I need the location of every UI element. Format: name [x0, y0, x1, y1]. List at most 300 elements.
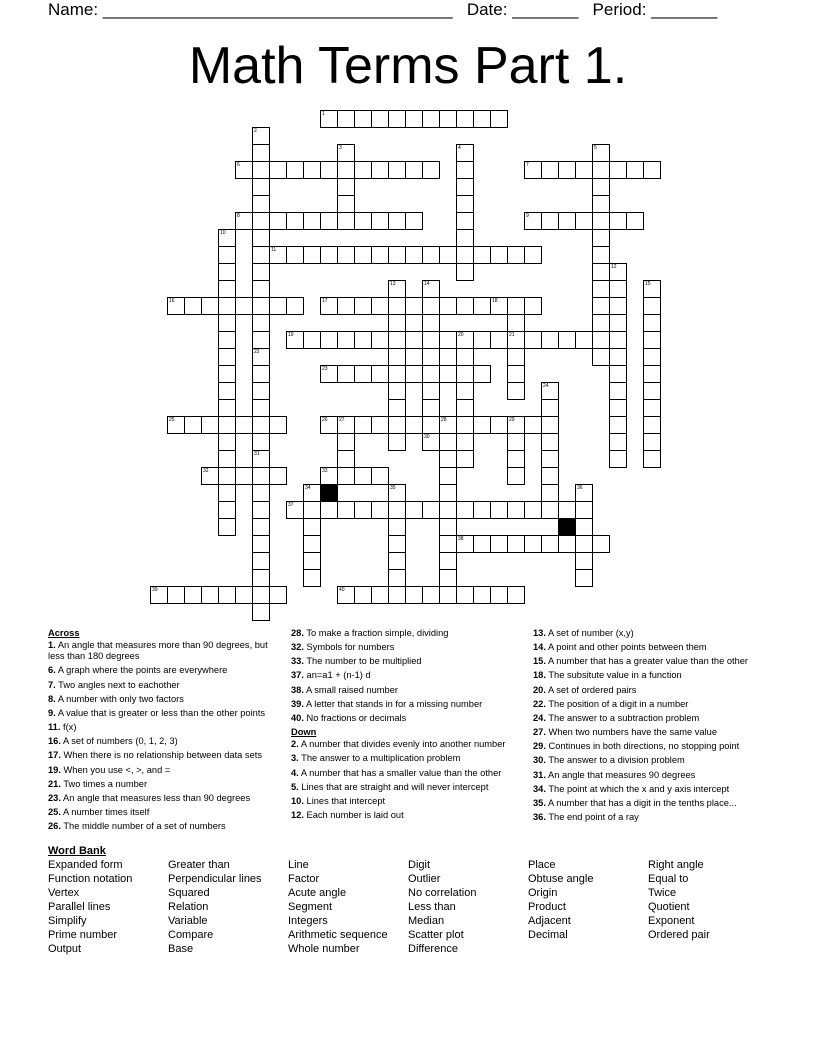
- grid-cell[interactable]: [388, 535, 406, 553]
- grid-cell[interactable]: [218, 246, 236, 264]
- grid-cell[interactable]: [167, 586, 185, 604]
- grid-cell[interactable]: [320, 467, 338, 485]
- grid-cell[interactable]: [609, 297, 627, 315]
- grid-cell[interactable]: [422, 280, 440, 298]
- grid-cell[interactable]: [184, 416, 202, 434]
- grid-cell[interactable]: [507, 314, 525, 332]
- grid-cell[interactable]: [218, 586, 236, 604]
- grid-cell[interactable]: [218, 348, 236, 366]
- grid-cell[interactable]: [252, 331, 270, 349]
- name-blank[interactable]: _____________________________________: [102, 0, 453, 19]
- grid-cell[interactable]: [575, 161, 593, 179]
- grid-cell[interactable]: [422, 161, 440, 179]
- grid-cell[interactable]: [456, 535, 474, 553]
- grid-cell[interactable]: [439, 586, 457, 604]
- grid-cell[interactable]: [337, 331, 355, 349]
- grid-cell[interactable]: [439, 331, 457, 349]
- grid-cell[interactable]: [320, 161, 338, 179]
- grid-cell[interactable]: [371, 110, 389, 128]
- grid-cell[interactable]: [541, 467, 559, 485]
- grid-cell[interactable]: [490, 535, 508, 553]
- grid-cell[interactable]: [541, 331, 559, 349]
- grid-cell[interactable]: [507, 297, 525, 315]
- grid-cell[interactable]: [422, 501, 440, 519]
- grid-cell[interactable]: [575, 501, 593, 519]
- grid-cell[interactable]: [558, 212, 576, 230]
- grid-cell[interactable]: [303, 331, 321, 349]
- grid-cell[interactable]: [507, 433, 525, 451]
- grid-cell[interactable]: [252, 365, 270, 383]
- grid-cell[interactable]: [439, 501, 457, 519]
- grid-cell[interactable]: [609, 433, 627, 451]
- grid-cell[interactable]: [524, 416, 542, 434]
- grid-cell[interactable]: [184, 586, 202, 604]
- grid-cell[interactable]: [337, 450, 355, 468]
- grid-cell[interactable]: [371, 246, 389, 264]
- grid-cell[interactable]: [218, 416, 236, 434]
- grid-cell[interactable]: [235, 586, 253, 604]
- grid-cell[interactable]: [592, 280, 610, 298]
- grid-cell[interactable]: [252, 229, 270, 247]
- grid-cell[interactable]: [388, 110, 406, 128]
- grid-cell[interactable]: [252, 348, 270, 366]
- grid-cell[interactable]: [507, 450, 525, 468]
- grid-cell[interactable]: [524, 161, 542, 179]
- grid-cell[interactable]: [235, 212, 253, 230]
- grid-cell[interactable]: [269, 246, 287, 264]
- grid-cell[interactable]: [286, 331, 304, 349]
- grid-cell[interactable]: [456, 586, 474, 604]
- grid-cell[interactable]: [575, 552, 593, 570]
- grid-cell[interactable]: [609, 331, 627, 349]
- grid-cell[interactable]: [473, 501, 491, 519]
- grid-cell[interactable]: [490, 246, 508, 264]
- grid-cell[interactable]: [405, 331, 423, 349]
- grid-cell[interactable]: [337, 586, 355, 604]
- period-blank[interactable]: _______: [651, 0, 718, 19]
- grid-cell[interactable]: [252, 280, 270, 298]
- grid-cell[interactable]: [235, 297, 253, 315]
- grid-cell[interactable]: [439, 450, 457, 468]
- grid-cell[interactable]: [388, 552, 406, 570]
- grid-cell[interactable]: [184, 297, 202, 315]
- grid-cell[interactable]: [643, 348, 661, 366]
- grid-cell[interactable]: [320, 297, 338, 315]
- grid-cell[interactable]: [388, 365, 406, 383]
- grid-cell[interactable]: [167, 297, 185, 315]
- grid-cell[interactable]: [337, 416, 355, 434]
- grid-cell[interactable]: [456, 348, 474, 366]
- grid-cell[interactable]: [558, 161, 576, 179]
- grid-cell[interactable]: [473, 416, 491, 434]
- grid-cell[interactable]: [507, 416, 525, 434]
- grid-cell[interactable]: [575, 535, 593, 553]
- grid-cell[interactable]: [592, 246, 610, 264]
- grid-cell[interactable]: [558, 501, 576, 519]
- grid-cell[interactable]: [439, 552, 457, 570]
- grid-cell[interactable]: [218, 518, 236, 536]
- grid-cell[interactable]: [303, 501, 321, 519]
- grid-cell[interactable]: [541, 161, 559, 179]
- grid-cell[interactable]: [252, 399, 270, 417]
- grid-cell[interactable]: [592, 263, 610, 281]
- grid-cell[interactable]: [524, 501, 542, 519]
- grid-cell[interactable]: [303, 552, 321, 570]
- grid-cell[interactable]: [286, 246, 304, 264]
- grid-cell[interactable]: [354, 161, 372, 179]
- grid-cell[interactable]: [643, 314, 661, 332]
- grid-cell[interactable]: [609, 212, 627, 230]
- grid-cell[interactable]: [286, 297, 304, 315]
- grid-cell[interactable]: [507, 382, 525, 400]
- grid-cell[interactable]: [609, 399, 627, 417]
- grid-cell[interactable]: [456, 246, 474, 264]
- grid-cell[interactable]: [609, 382, 627, 400]
- grid-cell[interactable]: [269, 467, 287, 485]
- grid-cell[interactable]: [609, 348, 627, 366]
- grid-cell[interactable]: [456, 212, 474, 230]
- grid-cell[interactable]: [252, 212, 270, 230]
- grid-cell[interactable]: [422, 433, 440, 451]
- grid-cell[interactable]: [473, 535, 491, 553]
- grid-cell[interactable]: [609, 263, 627, 281]
- grid-cell[interactable]: [388, 586, 406, 604]
- grid-cell[interactable]: [201, 586, 219, 604]
- grid-cell[interactable]: [371, 501, 389, 519]
- grid-cell[interactable]: [303, 246, 321, 264]
- grid-cell[interactable]: [252, 263, 270, 281]
- grid-cell[interactable]: [643, 280, 661, 298]
- grid-cell[interactable]: [473, 586, 491, 604]
- grid-cell[interactable]: [320, 501, 338, 519]
- grid-cell[interactable]: [609, 280, 627, 298]
- grid-cell[interactable]: [354, 110, 372, 128]
- grid-cell[interactable]: [524, 246, 542, 264]
- grid-cell[interactable]: [371, 416, 389, 434]
- grid-cell[interactable]: [337, 501, 355, 519]
- grid-cell[interactable]: [388, 348, 406, 366]
- grid-cell[interactable]: [388, 518, 406, 536]
- grid-cell[interactable]: [337, 467, 355, 485]
- grid-cell[interactable]: [422, 331, 440, 349]
- grid-cell[interactable]: [558, 535, 576, 553]
- grid-cell[interactable]: [541, 433, 559, 451]
- grid-cell[interactable]: [337, 144, 355, 162]
- grid-cell[interactable]: [303, 569, 321, 587]
- grid-cell[interactable]: [558, 331, 576, 349]
- grid-cell[interactable]: [388, 246, 406, 264]
- grid-cell[interactable]: [456, 263, 474, 281]
- grid-cell[interactable]: [252, 246, 270, 264]
- grid-cell[interactable]: [422, 297, 440, 315]
- grid-cell[interactable]: [388, 433, 406, 451]
- grid-cell[interactable]: [592, 348, 610, 366]
- grid-cell[interactable]: [320, 365, 338, 383]
- grid-cell[interactable]: [218, 467, 236, 485]
- grid-cell[interactable]: [507, 467, 525, 485]
- grid-cell[interactable]: [643, 450, 661, 468]
- grid-cell[interactable]: [269, 297, 287, 315]
- grid-cell[interactable]: [218, 433, 236, 451]
- grid-cell[interactable]: [303, 535, 321, 553]
- grid-cell[interactable]: [252, 297, 270, 315]
- grid-cell[interactable]: [354, 586, 372, 604]
- grid-cell[interactable]: [643, 416, 661, 434]
- grid-cell[interactable]: [286, 161, 304, 179]
- grid-cell[interactable]: [456, 178, 474, 196]
- grid-cell[interactable]: [422, 365, 440, 383]
- grid-cell[interactable]: [388, 314, 406, 332]
- grid-cell[interactable]: [541, 399, 559, 417]
- grid-cell[interactable]: [643, 331, 661, 349]
- grid-cell[interactable]: [235, 416, 253, 434]
- grid-cell[interactable]: [456, 161, 474, 179]
- grid-cell[interactable]: [609, 314, 627, 332]
- grid-cell[interactable]: [524, 297, 542, 315]
- grid-cell[interactable]: [439, 518, 457, 536]
- grid-cell[interactable]: [592, 195, 610, 213]
- grid-cell[interactable]: [252, 144, 270, 162]
- grid-cell[interactable]: [337, 212, 355, 230]
- grid-cell[interactable]: [592, 144, 610, 162]
- grid-cell[interactable]: [218, 382, 236, 400]
- grid-cell[interactable]: [541, 212, 559, 230]
- grid-cell[interactable]: [303, 161, 321, 179]
- grid-cell[interactable]: [218, 229, 236, 247]
- grid-cell[interactable]: [507, 331, 525, 349]
- grid-cell[interactable]: [405, 246, 423, 264]
- grid-cell[interactable]: [524, 212, 542, 230]
- grid-cell[interactable]: [388, 399, 406, 417]
- grid-cell[interactable]: [592, 229, 610, 247]
- grid-cell[interactable]: [456, 399, 474, 417]
- grid-cell[interactable]: [218, 297, 236, 315]
- grid-cell[interactable]: [388, 331, 406, 349]
- grid-cell[interactable]: [592, 297, 610, 315]
- grid-cell[interactable]: [252, 195, 270, 213]
- grid-cell[interactable]: [371, 467, 389, 485]
- grid-cell[interactable]: [456, 110, 474, 128]
- grid-cell[interactable]: [354, 246, 372, 264]
- grid-cell[interactable]: [439, 297, 457, 315]
- grid-cell[interactable]: [320, 331, 338, 349]
- grid-cell[interactable]: [643, 433, 661, 451]
- grid-cell[interactable]: [252, 569, 270, 587]
- grid-cell[interactable]: [473, 331, 491, 349]
- grid-cell[interactable]: [592, 331, 610, 349]
- grid-cell[interactable]: [575, 569, 593, 587]
- grid-cell[interactable]: [337, 178, 355, 196]
- grid-cell[interactable]: [473, 297, 491, 315]
- grid-cell[interactable]: [643, 382, 661, 400]
- grid-cell[interactable]: [490, 416, 508, 434]
- grid-cell[interactable]: [456, 433, 474, 451]
- grid-cell[interactable]: [286, 212, 304, 230]
- grid-cell[interactable]: [405, 586, 423, 604]
- grid-cell[interactable]: [252, 603, 270, 621]
- grid-cell[interactable]: [354, 501, 372, 519]
- grid-cell[interactable]: [371, 331, 389, 349]
- grid-cell[interactable]: [337, 110, 355, 128]
- grid-cell[interactable]: [575, 212, 593, 230]
- grid-cell[interactable]: [269, 212, 287, 230]
- grid-cell[interactable]: [422, 382, 440, 400]
- grid-cell[interactable]: [337, 246, 355, 264]
- grid-cell[interactable]: [337, 433, 355, 451]
- grid-cell[interactable]: [507, 501, 525, 519]
- grid-cell[interactable]: [456, 501, 474, 519]
- grid-cell[interactable]: [456, 229, 474, 247]
- grid-cell[interactable]: [303, 212, 321, 230]
- grid-cell[interactable]: [490, 110, 508, 128]
- grid-cell[interactable]: [303, 518, 321, 536]
- grid-cell[interactable]: [218, 484, 236, 502]
- grid-cell[interactable]: [609, 365, 627, 383]
- grid-cell[interactable]: [388, 212, 406, 230]
- grid-cell[interactable]: [473, 365, 491, 383]
- grid-cell[interactable]: [490, 331, 508, 349]
- grid-cell[interactable]: [388, 569, 406, 587]
- grid-cell[interactable]: [371, 365, 389, 383]
- grid-cell[interactable]: [252, 467, 270, 485]
- grid-cell[interactable]: [490, 586, 508, 604]
- grid-cell[interactable]: [354, 331, 372, 349]
- grid-cell[interactable]: [303, 484, 321, 502]
- grid-cell[interactable]: [439, 535, 457, 553]
- grid-cell[interactable]: [388, 297, 406, 315]
- grid-cell[interactable]: [150, 586, 168, 604]
- grid-cell[interactable]: [609, 450, 627, 468]
- grid-cell[interactable]: [405, 365, 423, 383]
- grid-cell[interactable]: [541, 450, 559, 468]
- grid-cell[interactable]: [507, 586, 525, 604]
- grid-cell[interactable]: [422, 110, 440, 128]
- grid-cell[interactable]: [524, 535, 542, 553]
- grid-cell[interactable]: [201, 416, 219, 434]
- grid-cell[interactable]: [405, 212, 423, 230]
- grid-cell[interactable]: [354, 212, 372, 230]
- grid-cell[interactable]: [575, 518, 593, 536]
- grid-cell[interactable]: [218, 450, 236, 468]
- grid-cell[interactable]: [541, 501, 559, 519]
- grid-cell[interactable]: [269, 586, 287, 604]
- grid-cell[interactable]: [337, 365, 355, 383]
- grid-cell[interactable]: [252, 535, 270, 553]
- grid-cell[interactable]: [507, 365, 525, 383]
- grid-cell[interactable]: [456, 382, 474, 400]
- grid-cell[interactable]: [354, 365, 372, 383]
- grid-cell[interactable]: [507, 535, 525, 553]
- grid-cell[interactable]: [473, 110, 491, 128]
- grid-cell[interactable]: [388, 416, 406, 434]
- grid-cell[interactable]: [269, 416, 287, 434]
- grid-cell[interactable]: [524, 331, 542, 349]
- grid-cell[interactable]: [456, 144, 474, 162]
- grid-cell[interactable]: [541, 535, 559, 553]
- grid-cell[interactable]: [320, 246, 338, 264]
- grid-cell[interactable]: [371, 297, 389, 315]
- grid-cell[interactable]: [252, 518, 270, 536]
- grid-cell[interactable]: [456, 365, 474, 383]
- grid-cell[interactable]: [456, 331, 474, 349]
- grid-cell[interactable]: [456, 297, 474, 315]
- grid-cell[interactable]: [252, 450, 270, 468]
- grid-cell[interactable]: [643, 399, 661, 417]
- grid-cell[interactable]: [592, 535, 610, 553]
- grid-cell[interactable]: [252, 178, 270, 196]
- grid-cell[interactable]: [235, 161, 253, 179]
- grid-cell[interactable]: [609, 416, 627, 434]
- grid-cell[interactable]: [490, 501, 508, 519]
- grid-cell[interactable]: [218, 399, 236, 417]
- grid-cell[interactable]: [405, 416, 423, 434]
- grid-cell[interactable]: [218, 280, 236, 298]
- grid-cell[interactable]: [473, 246, 491, 264]
- grid-cell[interactable]: [439, 433, 457, 451]
- grid-cell[interactable]: [354, 297, 372, 315]
- grid-cell[interactable]: [422, 416, 440, 434]
- grid-cell[interactable]: [388, 161, 406, 179]
- grid-cell[interactable]: [371, 586, 389, 604]
- grid-cell[interactable]: [252, 501, 270, 519]
- grid-cell[interactable]: [252, 433, 270, 451]
- grid-cell[interactable]: [337, 161, 355, 179]
- grid-cell[interactable]: [422, 399, 440, 417]
- grid-cell[interactable]: [422, 586, 440, 604]
- grid-cell[interactable]: [609, 161, 627, 179]
- grid-cell[interactable]: [371, 212, 389, 230]
- grid-cell[interactable]: [252, 552, 270, 570]
- grid-cell[interactable]: [541, 382, 559, 400]
- grid-cell[interactable]: [201, 297, 219, 315]
- grid-cell[interactable]: [320, 212, 338, 230]
- grid-cell[interactable]: [439, 484, 457, 502]
- grid-cell[interactable]: [643, 365, 661, 383]
- grid-cell[interactable]: [218, 314, 236, 332]
- grid-cell[interactable]: [575, 331, 593, 349]
- grid-cell[interactable]: [388, 280, 406, 298]
- grid-cell[interactable]: [626, 161, 644, 179]
- grid-cell[interactable]: [218, 365, 236, 383]
- grid-cell[interactable]: [422, 348, 440, 366]
- grid-cell[interactable]: [252, 382, 270, 400]
- grid-cell[interactable]: [252, 416, 270, 434]
- grid-cell[interactable]: [405, 161, 423, 179]
- grid-cell[interactable]: [269, 161, 287, 179]
- grid-cell[interactable]: [252, 161, 270, 179]
- grid-cell[interactable]: [592, 314, 610, 332]
- grid-cell[interactable]: [439, 416, 457, 434]
- grid-cell[interactable]: [439, 569, 457, 587]
- grid-cell[interactable]: [252, 314, 270, 332]
- grid-cell[interactable]: [456, 416, 474, 434]
- grid-cell[interactable]: [320, 110, 338, 128]
- grid-cell[interactable]: [592, 178, 610, 196]
- grid-cell[interactable]: [167, 416, 185, 434]
- grid-cell[interactable]: [388, 501, 406, 519]
- grid-cell[interactable]: [201, 467, 219, 485]
- grid-cell[interactable]: [575, 484, 593, 502]
- grid-cell[interactable]: [405, 297, 423, 315]
- grid-cell[interactable]: [235, 467, 253, 485]
- grid-cell[interactable]: [252, 484, 270, 502]
- grid-cell[interactable]: [337, 195, 355, 213]
- grid-cell[interactable]: [626, 212, 644, 230]
- grid-cell[interactable]: [337, 297, 355, 315]
- grid-cell[interactable]: [439, 467, 457, 485]
- grid-cell[interactable]: [422, 246, 440, 264]
- grid-cell[interactable]: [507, 246, 525, 264]
